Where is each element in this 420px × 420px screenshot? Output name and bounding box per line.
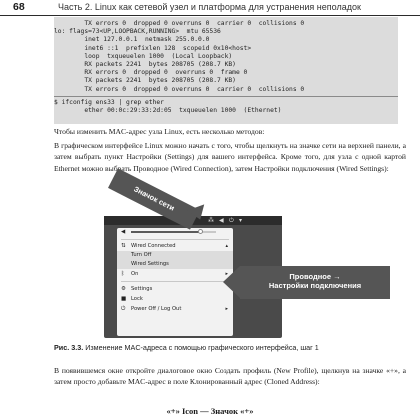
paragraph-new-profile: В появившемся окне откройте диалоговое окно Создать профиль (New Profile), щелкнув на значке «+», а затем просто добавьте MAC-адрес в поле Клонированный адрес (Cloned Address):: [54, 366, 406, 387]
menu-item-wired-settings[interactable]: [117, 260, 233, 269]
paragraph-gui-method: В графическом интерфейсе Linux можно начать с того, чтобы щелкнуть на значке сети на верхней панели, а затем выбрать пункт Настройки (Settings) для вашего интерфейса. Кроме того, для узла с одной картой Ethernet можно выбрать Проводное (Wired Connection), затем Настройки подключения (Wired Settings):: [54, 141, 406, 173]
menu-item-label: Wired Connected: [131, 243, 176, 249]
code-line: RX packets 2241 bytes 208705 (208.7 KB): [54, 60, 236, 68]
caption-text: Изменение MAC-адреса с помощью графического интерфейса, шаг 1: [83, 343, 319, 352]
code-line: ether 00:0c:29:33:2d:05 txqueuelen 1000 (Ethernet): [54, 106, 282, 114]
code-divider: [54, 96, 398, 97]
volume-icon: ◀: [121, 229, 126, 235]
callout-network-icon: Значок сети: [108, 168, 200, 229]
menu-item-settings[interactable]: [117, 285, 233, 294]
bluetooth-icon: ᛒ: [121, 271, 125, 277]
code-line: TX errors 0 dropped 0 overruns 0 carrier 0 collisions 0: [54, 20, 305, 27]
menu-item-wired-connected[interactable]: [117, 242, 233, 251]
menu-divider: [121, 239, 229, 240]
volume-slider-knob[interactable]: [198, 229, 203, 234]
caption-label: Рис. 3.3.: [54, 343, 84, 352]
code-line: inet6 ::1 prefixlen 128 scopeid 0x10<host>: [54, 44, 252, 52]
network-icon: ⇅: [121, 243, 126, 249]
paragraph-intro: Чтобы изменить MAC-адрес узла Linux, есть несколько методов:: [54, 127, 265, 136]
code-listing: [54, 17, 398, 124]
chevron-right-icon: ▸: [225, 306, 228, 312]
volume-slider-fill: [131, 231, 201, 233]
system-menu: [117, 228, 233, 336]
code-line: TX errors 0 dropped 0 overruns 0 carrier 0 collisions 0: [54, 85, 305, 93]
menu-divider: [121, 281, 229, 282]
plus-icon-heading: «+» Icon — Значок «+»: [166, 406, 254, 416]
code-line: TX packets 2241 bytes 208705 (208.7 KB): [54, 77, 236, 85]
code-line: RX errors 0 dropped 0 overruns 0 frame 0: [54, 69, 248, 77]
menu-item-label: Lock: [131, 296, 143, 302]
figure-caption: [54, 343, 319, 352]
menu-item-turn-off[interactable]: [117, 251, 233, 260]
menu-item-label: Settings: [131, 286, 153, 292]
lock-icon: ■: [121, 296, 127, 302]
menu-item-label: Turn Off: [131, 252, 152, 258]
code-line: loop txqueuelen 1000 (Local Loopback): [54, 52, 233, 60]
power-icon: ⏻: [121, 306, 126, 312]
power-icon[interactable]: ⏻: [229, 217, 234, 224]
menu-item-bluetooth[interactable]: [117, 270, 233, 279]
chevron-down-icon[interactable]: ▾: [239, 217, 243, 224]
gear-icon: ⚙: [121, 286, 126, 292]
volume-row[interactable]: [117, 228, 233, 237]
network-icon[interactable]: ⁂: [208, 217, 214, 224]
chevron-right-icon: ▸: [225, 271, 228, 277]
page-number: 68: [13, 1, 25, 13]
callout-arrow-tip: [223, 266, 240, 298]
volume-slider[interactable]: [131, 231, 216, 233]
menu-item-label: Power Off / Log Out: [131, 306, 182, 312]
running-header: [0, 0, 420, 16]
menu-item-power-off[interactable]: [117, 305, 233, 314]
menu-item-lock[interactable]: [117, 295, 233, 304]
callout-wired-settings: [240, 266, 390, 299]
callout-line: Проводное →: [289, 272, 341, 281]
code-line: inet 127.0.0.1 netmask 255.0.0.0: [54, 36, 210, 44]
menu-item-label: Wired Settings: [131, 261, 169, 267]
menu-item-label: On: [131, 271, 139, 277]
volume-icon[interactable]: ◀: [219, 217, 224, 224]
callout-line: Настройки подключения: [268, 281, 362, 290]
code-line: $ ifconfig ens33 | grep ether: [54, 98, 164, 106]
chevron-up-icon: ▴: [225, 243, 228, 249]
running-title: Часть 2. Linux как сетевой узел и платформа для устранения неполадок: [58, 2, 361, 12]
code-line: lo: flags=73<UP,LOOPBACK,RUNNING> mtu 65536: [54, 28, 221, 36]
